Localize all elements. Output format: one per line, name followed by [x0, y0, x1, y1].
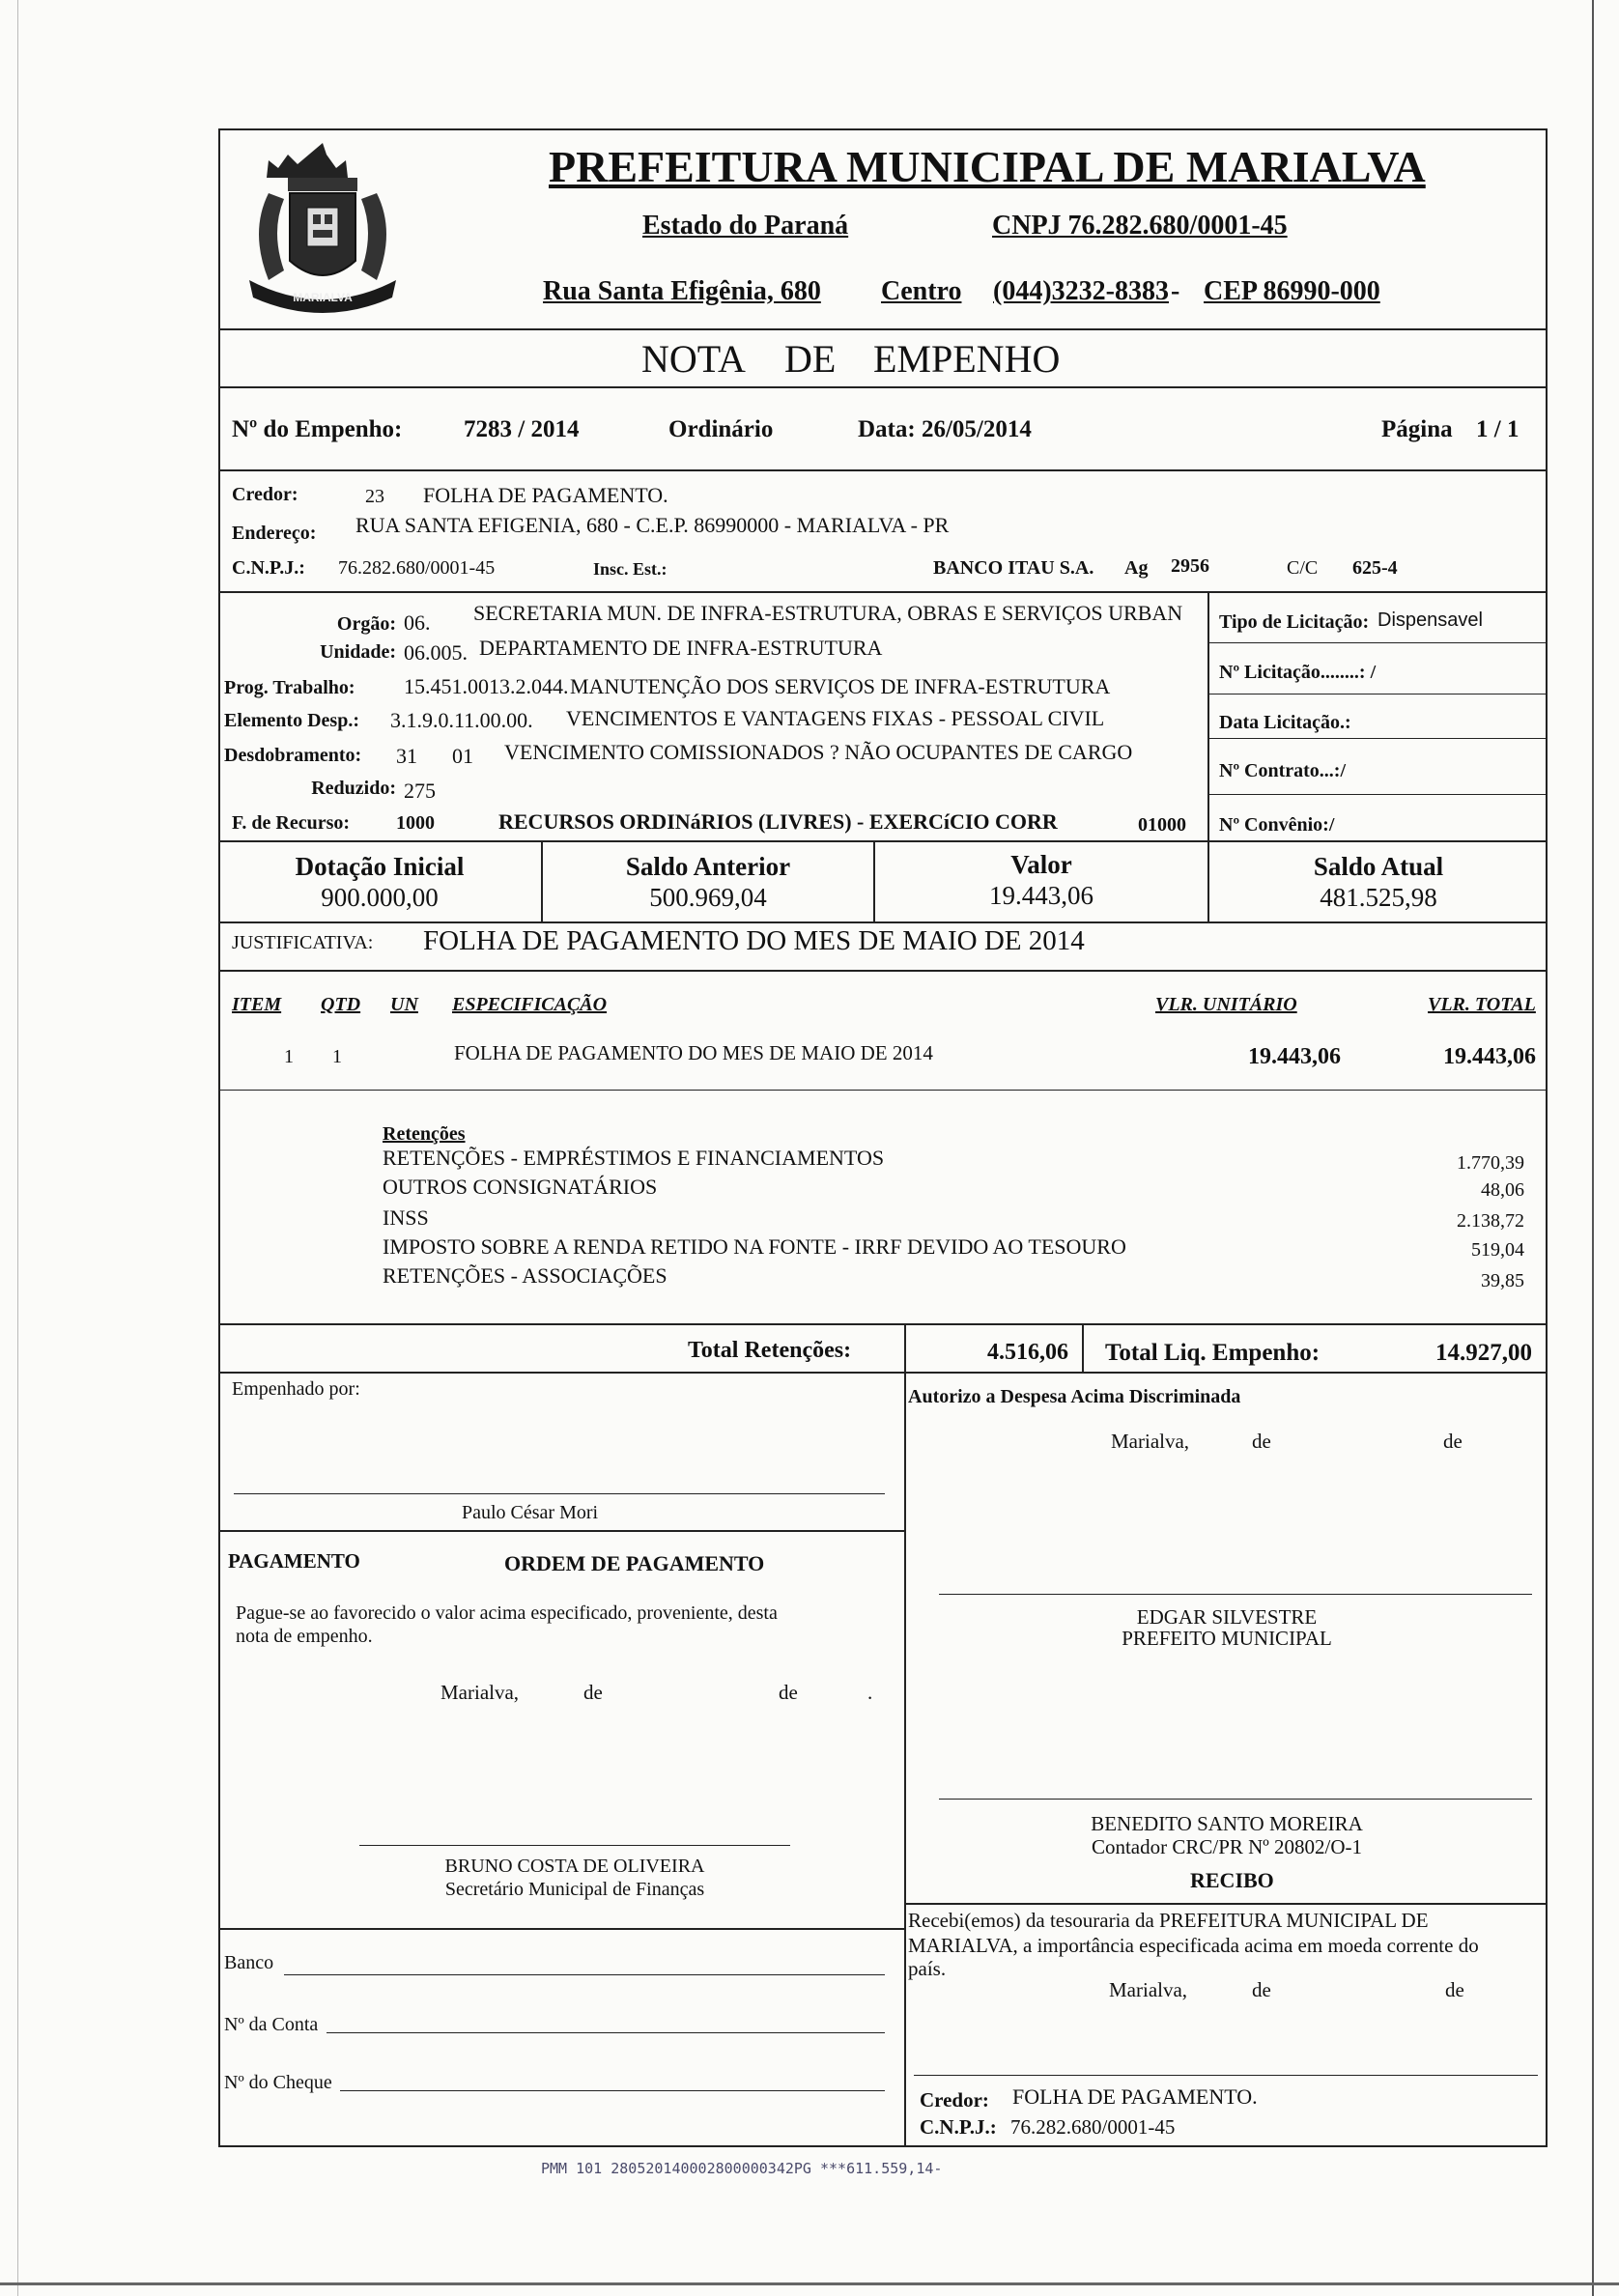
divider — [218, 970, 1548, 972]
item-unit-value: 19.443,06 — [1248, 1044, 1341, 1069]
conta-field-line — [327, 2032, 885, 2033]
orgao-label: Orgão: — [336, 613, 396, 635]
dotacao-label: Dotação Inicial — [295, 852, 465, 881]
header-district: Centro — [881, 276, 962, 306]
valor-value: 19.443,06 — [989, 881, 1094, 910]
orgao-code: 06. — [404, 610, 431, 635]
unidade-name: DEPARTAMENTO DE INFRA-ESTRUTURA — [479, 636, 883, 660]
unidade-code: 06.005. — [404, 640, 468, 665]
footer-stamp: PMM 101 2805201400028000003​42PG ***611.559,14- — [541, 2160, 943, 2177]
crest-icon — [230, 135, 415, 328]
pagamento-dot: . — [867, 1681, 873, 1704]
prog-code: 15.451.0013.2.044. — [404, 674, 569, 698]
col-qtd: QTD — [321, 994, 361, 1015]
footer-cnpj-label: C.N.P.J.: — [920, 2115, 997, 2139]
retencao-label: RETENÇÕES - ASSOCIAÇÕES — [383, 1263, 667, 1288]
header-cep: CEP 86990-000 — [1204, 276, 1380, 306]
retencao-label: OUTROS CONSIGNATÁRIOS — [383, 1175, 658, 1199]
signature-line — [939, 1799, 1532, 1800]
ordem-pagamento: ORDEM DE PAGAMENTO — [504, 1551, 765, 1575]
col-item: ITEM — [232, 994, 282, 1015]
divider — [904, 1372, 906, 2147]
recibo-de1: de — [1252, 1978, 1271, 2001]
credor-code: 23 — [365, 486, 384, 507]
signature-line — [359, 1845, 790, 1846]
recibo-de2: de — [1445, 1978, 1464, 2001]
scan-edge-left — [17, 0, 18, 2296]
divider — [1082, 1323, 1084, 1374]
conta-label: Nº da Conta — [224, 2014, 319, 2035]
divider — [904, 1903, 1548, 1905]
saldo-anterior-label: Saldo Anterior — [625, 852, 791, 881]
prog-name: MANUTENÇÃO DOS SERVIÇOS DE INFRA-ESTRUTURA — [570, 674, 1111, 698]
autorizo-de1: de — [1252, 1430, 1271, 1453]
header-street: Rua Santa Efigênia, 680 — [543, 276, 821, 306]
cnpj-label: C.N.P.J.: — [232, 557, 305, 579]
page-title: PREFEITURA MUNICIPAL DE MARIALVA — [549, 142, 1426, 191]
pagamento-text1: Pague-se ao favorecido o valor acima especificado, proveniente, desta — [236, 1602, 778, 1624]
empenho-number: 7283 / 2014 — [464, 416, 580, 442]
total-liquido-value: 14.927,00 — [1435, 1340, 1532, 1366]
recurso-label: F. de Recurso: — [232, 812, 351, 834]
autorizo-title: Autorizo a Despesa Acima Discriminada — [908, 1386, 1241, 1407]
credor-label: Credor: — [232, 484, 298, 505]
footer-credor-label: Credor: — [920, 2088, 989, 2112]
item-spec: FOLHA DE PAGAMENTO DO MES DE MAIO DE 2014 — [454, 1041, 933, 1064]
retencao-value: 1.770,39 — [1457, 1152, 1524, 1174]
col-spec: ESPECIFICAÇÃO — [452, 994, 608, 1015]
signature-line — [939, 1594, 1532, 1595]
pagamento-de1: de — [583, 1681, 603, 1704]
divider — [218, 1530, 904, 1532]
account-value: 625-4 — [1352, 557, 1398, 579]
empenhado-label: Empenhado por: — [232, 1378, 360, 1400]
licitacao-date: Data Licitação.: — [1219, 712, 1351, 733]
banco-field-line — [284, 1974, 885, 1975]
saldo-atual-value: 481.525,98 — [1320, 883, 1437, 912]
divider — [218, 1372, 1548, 1374]
recibo-line3: país. — [908, 1957, 947, 1980]
contador-role: Contador CRC/PR Nº 20802/O-1 — [1091, 1835, 1363, 1858]
credor-address: RUA SANTA EFIGENIA, 680 - C.E.P. 86990000 - MARIALVA - PR — [355, 513, 950, 537]
banco-label: Banco — [224, 1952, 274, 1973]
divider — [218, 921, 1548, 923]
credor-name: FOLHA DE PAGAMENTO. — [423, 483, 668, 507]
prefeito-name: EDGAR SILVESTRE — [1136, 1605, 1318, 1629]
justificativa-text: FOLHA DE PAGAMENTO DO MES DE MAIO DE 2014 — [423, 925, 1085, 956]
saldo-atual-label: Saldo Atual — [1313, 852, 1444, 881]
pagamento-city: Marialva, — [440, 1681, 520, 1704]
insc-label: Insc. Est.: — [593, 559, 667, 579]
empenho-label: Nº do Empenho: — [232, 416, 403, 442]
desdob-label: Desdobramento: — [224, 745, 362, 766]
reduzido-label: Reduzido: — [311, 778, 396, 799]
recurso-name: RECURSOS ORDINáRIOS (LIVRES) - EXERCíCIO CORR — [498, 809, 1058, 834]
empenhado-name: Paulo César Mori — [462, 1502, 599, 1523]
dotacao-value: 900.000,00 — [321, 883, 439, 912]
address-label: Endereço: — [232, 523, 317, 544]
prefeito-role: PREFEITO MUNICIPAL — [1122, 1627, 1332, 1650]
col-total-value: VLR. TOTAL — [1428, 994, 1536, 1015]
total-retencoes-label: Total Retenções: — [688, 1338, 852, 1363]
pagamento-de2: de — [779, 1681, 798, 1704]
prog-label: Prog. Trabalho: — [224, 677, 355, 698]
col-unit-value: VLR. UNITÁRIO — [1155, 994, 1297, 1015]
retencao-value: 2.138,72 — [1457, 1210, 1524, 1232]
footer-cnpj: 76.282.680/0001-45 — [1010, 2115, 1176, 2139]
pagamento-label: PAGAMENTO — [228, 1549, 360, 1573]
recibo-city: Marialva, — [1109, 1978, 1188, 2001]
divider — [218, 1323, 1548, 1325]
valor-label: Valor — [1010, 850, 1072, 879]
divider — [1207, 738, 1548, 739]
licitacao-number: Nº Licitação........: / — [1219, 662, 1377, 683]
doc-title-word1: NOTA — [641, 337, 746, 381]
bank-name: BANCO ITAU S.A. — [933, 557, 1094, 579]
doc-title-word3: EMPENHO — [873, 337, 1061, 381]
orgao-name: SECRETARIA MUN. DE INFRA-ESTRUTURA, OBRAS E SERVIÇOS URBAN — [473, 601, 1183, 625]
autorizo-city: Marialva, — [1111, 1430, 1190, 1453]
total-liquido-label: Total Liq. Empenho: — [1105, 1340, 1321, 1366]
retencao-label: RETENÇÕES - EMPRÉSTIMOS E FINANCIAMENTOS — [383, 1146, 885, 1170]
coat-of-arms-logo — [230, 135, 415, 328]
retencao-label: INSS — [383, 1205, 429, 1230]
divider — [218, 1928, 904, 1930]
divider — [1207, 591, 1209, 840]
retencao-value: 48,06 — [1481, 1179, 1524, 1201]
divider — [1207, 642, 1548, 643]
divider — [218, 328, 1548, 330]
divider — [218, 591, 1548, 593]
logo-text: MARIALVA — [293, 291, 353, 304]
cheque-label: Nº do Cheque — [224, 2072, 332, 2093]
desdob-name: VENCIMENTO COMISSIONADOS ? NÃO OCUPANTES DE CARGO — [504, 740, 1133, 764]
account-label: C/C — [1287, 557, 1319, 579]
cheque-field-line — [340, 2090, 885, 2091]
justificativa-label: JUSTIFICATIVA: — [232, 932, 374, 953]
elemento-name: VENCIMENTOS E VANTAGENS FIXAS - PESSOAL CIVIL — [566, 706, 1105, 730]
item-number: 1 — [284, 1046, 294, 1067]
recurso-code2: 01000 — [1138, 814, 1186, 836]
secretario-role: Secretário Municipal de Finanças — [444, 1879, 705, 1900]
agency-value: 2956 — [1171, 555, 1209, 577]
col-un: UN — [390, 994, 418, 1015]
divider — [218, 1090, 1548, 1091]
header-dash: - — [1171, 276, 1180, 306]
agency-label: Ag — [1124, 557, 1149, 579]
contrato-number: Nº Contrato...:/ — [1219, 760, 1347, 781]
credor-cnpj: 76.282.680/0001-45 — [338, 557, 496, 579]
scan-edge-bottom — [0, 2282, 1619, 2285]
elemento-label: Elemento Desp.: — [224, 710, 359, 731]
desdob-code1: 31 — [396, 744, 417, 768]
saldo-anterior-value: 500.969,04 — [649, 883, 767, 912]
empenho-type: Ordinário — [668, 416, 774, 442]
recibo-title: RECIBO — [1190, 1868, 1274, 1892]
divider — [218, 840, 1548, 842]
licitacao-type-label: Tipo de Licitação: — [1219, 611, 1370, 633]
total-retencoes-value: 4.516,06 — [987, 1340, 1068, 1365]
footer-credor-name: FOLHA DE PAGAMENTO. — [1012, 2084, 1258, 2109]
elemento-code: 3.1.9.0.11.00.00. — [390, 708, 533, 732]
header-phone: (044)3232-8383 — [993, 276, 1169, 306]
page-label: Página — [1381, 416, 1453, 442]
retencoes-title: Retenções — [383, 1123, 466, 1145]
state-label: Estado do Paraná — [642, 211, 849, 241]
header-cnpj: CNPJ 76.282.680/0001-45 — [992, 211, 1288, 241]
recurso-code: 1000 — [396, 812, 435, 834]
retencao-value: 39,85 — [1481, 1270, 1524, 1291]
contador-name: BENEDITO SANTO MOREIRA — [1091, 1812, 1363, 1835]
secretario-name: BRUNO COSTA DE OLIVEIRA — [444, 1856, 705, 1877]
divider — [218, 386, 1548, 388]
unidade-label: Unidade: — [320, 641, 396, 663]
autorizo-de2: de — [1443, 1430, 1463, 1453]
reduzido-value: 275 — [404, 779, 436, 803]
desdob-code2: 01 — [452, 744, 473, 768]
retencao-label: IMPOSTO SOBRE A RENDA RETIDO NA FONTE - IRRF DEVIDO AO TESOURO — [383, 1234, 1126, 1259]
item-total-value: 19.443,06 — [1443, 1044, 1536, 1069]
recibo-line2: MARIALVA, a importância especificada acima em moeda corrente do — [908, 1934, 1479, 1957]
divider — [904, 1323, 906, 1374]
retencao-value: 519,04 — [1471, 1239, 1524, 1261]
convenio-number: Nº Convênio:/ — [1219, 814, 1335, 836]
signature-line — [914, 2075, 1538, 2076]
recibo-line1: Recebi(emos) da tesouraria da PREFEITURA MUNICIPAL DE — [908, 1909, 1429, 1932]
signature-line — [234, 1493, 885, 1494]
scan-edge-right — [1592, 0, 1594, 2296]
empenho-date: Data: 26/05/2014 — [858, 416, 1032, 442]
page-value: 1 / 1 — [1476, 416, 1520, 442]
doc-title-word2: DE — [784, 337, 837, 381]
licitacao-type: Dispensavel — [1378, 609, 1483, 631]
divider — [218, 469, 1548, 471]
item-qtd: 1 — [332, 1046, 342, 1067]
divider — [1207, 794, 1548, 795]
pagamento-text2: nota de empenho. — [236, 1626, 373, 1647]
